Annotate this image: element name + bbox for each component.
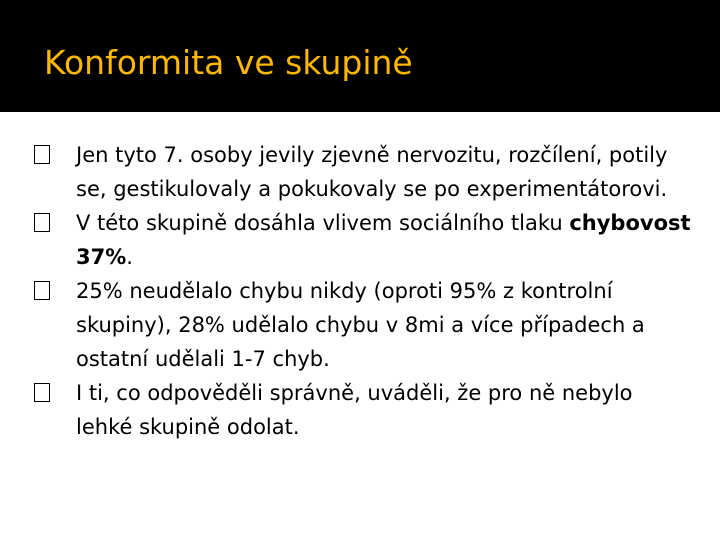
bullet-item bbox=[34, 274, 694, 376]
bullet-text-plain: V této skupině dosáhla vlivem sociálního tlaku bbox=[76, 211, 570, 235]
bullet-list bbox=[34, 138, 694, 444]
bullet-item bbox=[34, 376, 694, 444]
empty-box-icon bbox=[34, 281, 50, 300]
title-bar bbox=[0, 0, 720, 112]
bullet-text: Jen tyto 7. osoby jevily zjevně nervozitu, rozčílení, potily se, gestikulovaly a pokukovaly se po experimentátorovi. bbox=[76, 143, 668, 201]
empty-box-icon bbox=[34, 213, 50, 232]
bullet-text bbox=[76, 211, 691, 269]
bullet-item bbox=[34, 138, 694, 206]
bullet-text: I ti, co odpověděli správně, uváděli, že pro ně nebylo lehké skupině odolat. bbox=[76, 381, 633, 439]
bullet-text-plain: . bbox=[126, 245, 133, 269]
slide-title: Konformita ve skupině bbox=[44, 43, 413, 82]
empty-box-icon bbox=[34, 383, 50, 402]
bullet-text: 25% neudělalo chybu nikdy (oproti 95% z kontrolní skupiny), 28% udělalo chybu v 8mi a více případech a ostatní udělali 1-7 chyb. bbox=[76, 279, 645, 371]
empty-box-icon bbox=[34, 145, 50, 164]
bullet-text-bold: chybovost 37% bbox=[76, 211, 691, 269]
bullet-item bbox=[34, 206, 694, 274]
